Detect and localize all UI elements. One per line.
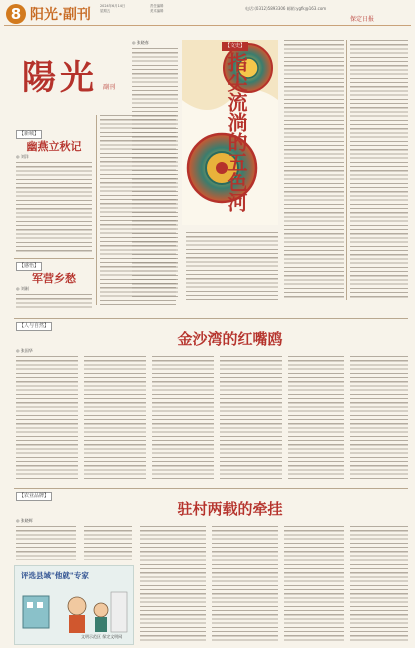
contact-line: 电话:(0312)5893306 邮箱:ygfk@163.com	[245, 6, 327, 11]
column-divider	[346, 40, 347, 300]
article-byline: ◎ 张晓春	[132, 40, 149, 45]
column-divider	[96, 115, 97, 305]
article-body-text	[152, 356, 214, 480]
column-logo	[22, 55, 122, 105]
ad-title: 评选县域"他就"专家	[21, 571, 89, 580]
article-tag: 【农业品牌】	[16, 492, 52, 501]
article-tag: 【人与自然】	[16, 322, 52, 331]
editor-line: 责任编辑 美术编辑	[150, 4, 164, 13]
section-divider	[14, 318, 408, 319]
logo-sub-text: 副刊	[103, 84, 116, 91]
article-title: 驻村两载的牵挂	[177, 500, 283, 518]
article-body-text	[288, 356, 344, 480]
article-body-text	[284, 526, 344, 642]
article-body-text	[16, 294, 92, 308]
article-title: 金沙湾的红嘴鸥	[177, 330, 283, 348]
article-byline: ◎ 刘刚	[16, 286, 29, 291]
section-divider	[14, 488, 408, 489]
article-body-text	[16, 356, 78, 480]
article-title: 幽燕立秋记	[26, 140, 82, 153]
masthead: 保定日报	[350, 16, 375, 23]
article-body-text	[140, 526, 206, 642]
article-body-text	[350, 526, 408, 642]
article-body-text	[350, 356, 408, 480]
ad-caption: 文明示范区 保定文明网	[81, 634, 123, 639]
article-byline: ◎ 张晓辉	[16, 518, 33, 523]
article-byline: ◎ 刘洋	[16, 154, 29, 159]
section-title: 阳光·副刊	[30, 7, 91, 23]
article-body-text	[84, 356, 146, 480]
article-body-text	[212, 526, 278, 642]
article-tag: 【文史】	[222, 42, 248, 51]
article-byline: ◎ 张国华	[16, 348, 33, 353]
section-divider	[14, 258, 94, 259]
cartoon-ad-box	[14, 565, 134, 645]
article-body-text	[16, 162, 92, 252]
article-body-text	[284, 40, 344, 300]
dateline: 2024年6月14日 星期五	[100, 4, 126, 13]
cartoon-scene-icon	[15, 566, 133, 644]
page-number-badge: 8	[6, 4, 26, 24]
header-rule	[4, 25, 411, 26]
article-body-text	[132, 48, 178, 298]
article-tag: 【感悟】	[16, 262, 42, 271]
article-body-text	[186, 232, 278, 300]
article-body-text	[220, 356, 282, 480]
article-body-text	[350, 40, 408, 300]
article-body-text	[84, 526, 132, 560]
article-title: 军营乡愁	[32, 272, 76, 285]
article-body-text	[16, 526, 76, 560]
article-tag: 【新城】	[16, 130, 42, 139]
logo-main-text: 陽光	[22, 58, 98, 98]
article-title-vertical: 指尖流淌的五色河	[224, 52, 248, 212]
